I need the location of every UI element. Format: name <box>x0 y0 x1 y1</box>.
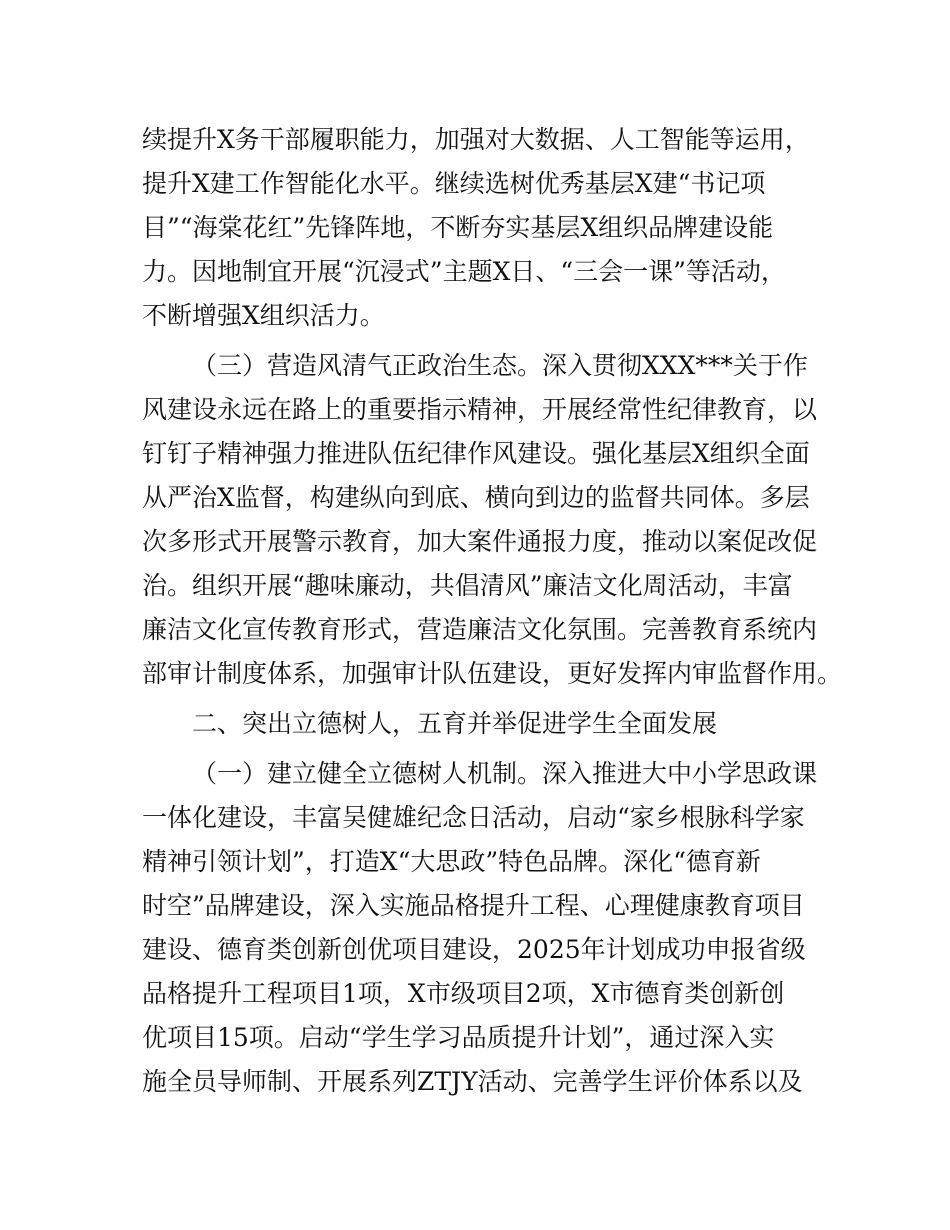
text-line: 品格提升工程项目1项，X市级项目2项，X市德育类创新创 <box>142 979 785 1008</box>
text-line: 提升X建工作智能化水平。继续选树优秀基层X建“书记项 <box>142 169 766 198</box>
paragraph-moral-education <box>142 752 832 1104</box>
text-line: 一体化建设，丰富吴健雄纪念日活动，启动“家乡根脉科学家 <box>142 803 805 832</box>
text-line: 续提升X务干部履职能力，加强对大数据、人工智能等运用， <box>142 125 810 154</box>
text-line: 施全员导师制、开展系列ZTJY活动、完善学生评价体系以及 <box>142 1067 803 1096</box>
text-line: 力。因地制宜开展“沉浸式”主题X日、“三会一课”等活动， <box>142 257 786 286</box>
text-line: 治。组织开展“趣味廉动，共倡清风”廉洁文化周活动，丰富 <box>142 571 793 600</box>
text-line: 廉洁文化宣传教育形式，营造廉洁文化氛围。完善教育系统内 <box>142 615 818 644</box>
paragraph-political-ecology <box>142 344 843 696</box>
paragraph-heading-line: （三）营造风清气正政治生态。深入贯彻XXX***关于作 <box>192 351 808 380</box>
paragraph-continued <box>142 118 832 338</box>
text-line: 次多形式开展警示教育，加大案件通报力度，推动以案促改促 <box>142 527 818 556</box>
text-line: 部审计制度体系，加强审计队伍建设，更好发挥内审监督作用。 <box>142 659 843 688</box>
text-line: 目”“海棠花红”先锋阵地，不断夯实基层X组织品牌建设能 <box>142 213 774 242</box>
text-line: 精神引领计划”，打造X“大思政”特色品牌。深化“德育新 <box>142 847 761 876</box>
paragraph-heading-line: （一）建立健全立德树人机制。深入推进大中小学思政课 <box>192 759 818 788</box>
document-body <box>142 118 843 1104</box>
text-line: 钉钉子精神强力推进队伍纪律作风建设。强化基层X组织全面 <box>142 439 810 468</box>
text-line: 时空”品牌建设，深入实施品格提升工程、心理健康教育项目 <box>142 891 805 920</box>
text-line: 从严治X监督，构建纵向到底、横向到边的监督共同体。多层 <box>142 483 810 512</box>
section-heading: 二、突出立德树人，五育并举促进学生全面发展 <box>192 709 718 738</box>
text-line: 建设、德育类创新创优项目建设，2025年计划成功申报省级 <box>142 935 806 964</box>
text-line: 风建设永远在路上的重要指示精神，开展经常性纪律教育，以 <box>142 395 818 424</box>
text-line: 优项目15项。启动“学生学习品质提升计划”，通过深入实 <box>142 1023 775 1052</box>
text-line: 不断增强X组织活力。 <box>142 301 385 330</box>
